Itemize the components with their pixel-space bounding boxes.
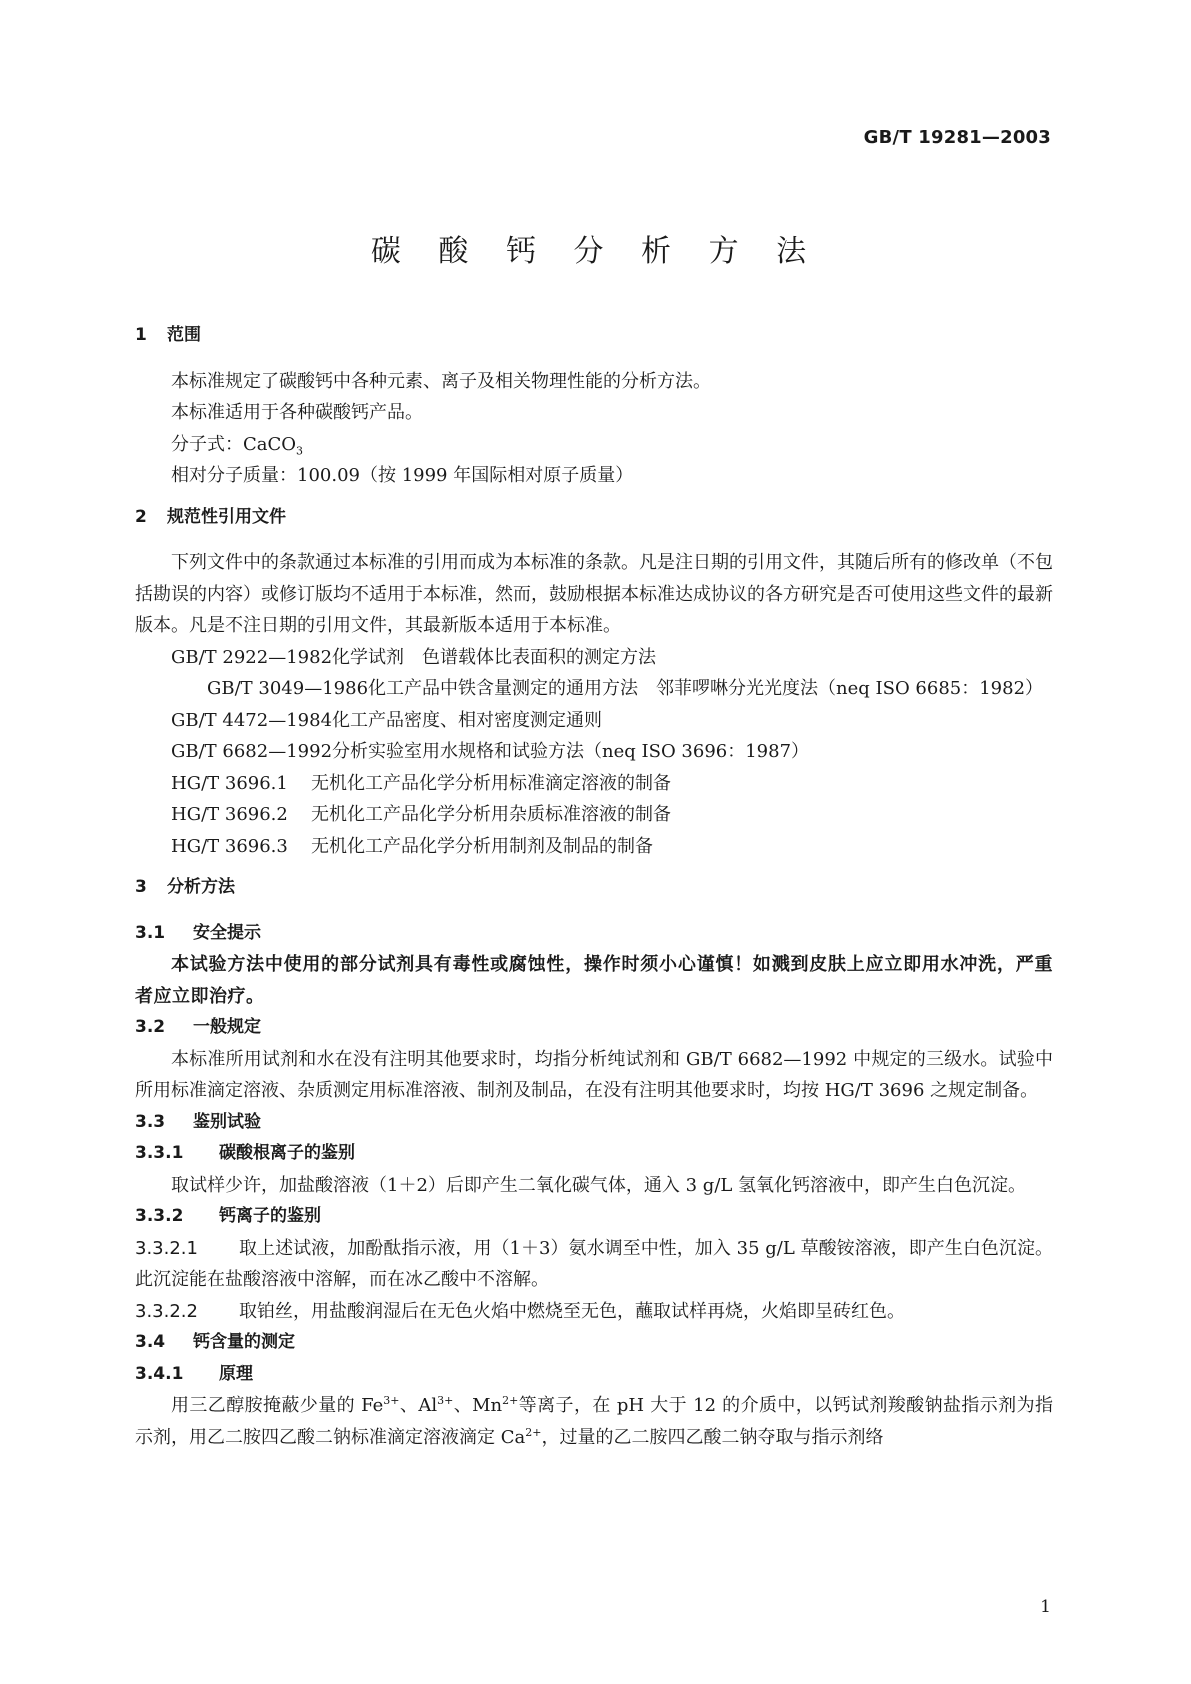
reference-code: HG/T 3696.1 (171, 772, 288, 794)
section-number: 3.3.1 (135, 1143, 184, 1163)
section-number: 3.1 (135, 922, 166, 943)
reference-title: 分析实验室用水规格和试验方法（neq ISO 3696：1987） (332, 741, 810, 762)
section-title: 碳酸根离子的鉴别 (219, 1143, 355, 1163)
document-title: 碳 酸 钙 分 析 方 法 (370, 234, 821, 269)
section-title: 安全提示 (193, 922, 261, 943)
section-number: 3 (135, 877, 147, 897)
text-run: 用三乙醇胺掩蔽少量的 Fe (171, 1395, 384, 1416)
text-run: 、Mn (453, 1395, 503, 1416)
reference-item (135, 799, 1053, 831)
section-3-2-heading (135, 1012, 1053, 1044)
reference-code: GB/T 4472—1984 (171, 709, 333, 731)
paragraph: 本标准适用于各种碳酸钙产品。 (171, 402, 423, 423)
formula-label: 分子式： (171, 433, 243, 455)
clause-number: 3.3.2.2 (135, 1300, 198, 1322)
formula-subscript: 3 (296, 444, 304, 458)
section-title: 钙离子的鉴别 (219, 1206, 321, 1226)
reference-title: 无机化工产品化学分析用制剂及制品的制备 (311, 835, 653, 857)
reference-title: 无机化工产品化学分析用标准滴定溶液的制备 (311, 772, 671, 794)
clause-text: 取铂丝，用盐酸润湿后在无色火焰中燃烧至无色，蘸取试样再烧，火焰即呈砖红色。 (239, 1300, 905, 1322)
section-3-4-heading (135, 1327, 1053, 1359)
section-number: 2 (135, 506, 147, 527)
principle-paragraph (135, 1390, 1053, 1453)
reference-item (135, 831, 1053, 863)
reference-code: GB/T 3049—1986 (207, 678, 369, 699)
section-number: 3.2 (135, 1017, 166, 1037)
reference-title: 化工产品密度、相对密度测定通则 (332, 709, 603, 731)
section-title: 原理 (219, 1363, 253, 1384)
charge-superscript: 3+ (437, 1394, 454, 1407)
charge-superscript: 2+ (525, 1425, 542, 1439)
reference-code: HG/T 3696.2 (171, 804, 288, 825)
section-number: 3.3.2 (135, 1206, 184, 1226)
section-number: 3.4 (135, 1332, 166, 1352)
section-1-heading (135, 320, 1053, 352)
paragraph: 取试样少许，加盐酸溶液（1＋2）后即产生二氧化碳气体，通入 3 g/L 氢氧化钙溶液中，即产生白色沉淀。 (171, 1174, 1027, 1196)
reference-item (135, 705, 1053, 737)
paragraph: 下列文件中的条款通过本标准的引用而成为本标准的条款。凡是注日期的引用文件，其随后所有的修改单（不包括勘误的内容）或修订版均不适用于本标准，然而，鼓励根据本标准达成协议的各方研究是否可使用这些文件的最新版本。凡是不注日期的引用文件，其最新版本适用于本标准。 (135, 552, 1053, 636)
section-3-3-heading (135, 1107, 1053, 1139)
molecular-formula (135, 429, 1053, 461)
reference-title: 化工产品中铁含量测定的通用方法 邻菲啰啉分光光度法（neq ISO 6685：1982） (368, 678, 1044, 699)
standard-number: GB/T 19281—2003 (863, 127, 1051, 148)
text-run: 、Al (399, 1395, 438, 1416)
section-title: 范围 (167, 325, 201, 345)
section-title: 规范性引用文件 (167, 506, 286, 527)
section-3-1-heading (135, 918, 1053, 950)
safety-warning: 本试验方法中使用的部分试剂具有毒性或腐蚀性，操作时须小心谨慎！如溅到皮肤上应立即用水冲洗，严重者应立即治疗。 (135, 954, 1053, 1007)
section-number: 1 (135, 325, 147, 345)
charge-superscript: 2+ (502, 1394, 519, 1407)
reference-item (135, 736, 1053, 768)
paragraph: 本标准所用试剂和水在没有注明其他要求时，均指分析纯试剂和 GB/T 6682—1992 中规定的三级水。试验中所用标准滴定溶液、杂质测定用标准溶液、制剂及制品，在没有注明其他要求时，均按 HG/T 3696 之规定制备。 (135, 1048, 1053, 1101)
section-title: 一般规定 (193, 1017, 261, 1037)
reference-title: 无机化工产品化学分析用杂质标准溶液的制备 (311, 804, 671, 825)
reference-code: GB/T 2922—1982 (171, 646, 333, 668)
section-3-4-1-heading (135, 1359, 1053, 1391)
reference-title: 化学试剂 色谱载体比表面积的测定方法 (332, 646, 657, 668)
section-title: 鉴别试验 (193, 1111, 261, 1132)
section-3-3-1-heading (135, 1138, 1053, 1170)
paragraph: 本标准规定了碳酸钙中各种元素、离子及相关物理性能的分析方法。 (171, 370, 711, 392)
section-2-heading (135, 502, 1053, 534)
section-title: 钙含量的测定 (193, 1332, 295, 1352)
clause-text: 取上述试液，加酚酞指示液，用（1＋3）氨水调至中性，加入 35 g/L 草酸铵溶液，即产生白色沉淀。此沉淀能在盐酸溶液中溶解，而在冰乙酸中不溶解。 (135, 1237, 1053, 1290)
section-title: 分析方法 (167, 877, 235, 897)
reference-item (135, 673, 1053, 705)
reference-item (135, 642, 1053, 674)
section-number: 3.3 (135, 1111, 166, 1132)
section-3-heading (135, 872, 1053, 904)
reference-code: HG/T 3696.3 (171, 835, 288, 857)
text-run: ，过量的乙二胺四乙酸二钠夺取与指示剂络 (541, 1426, 884, 1448)
page-number: 1 (1040, 1597, 1051, 1617)
section-number: 3.4.1 (135, 1363, 184, 1384)
clause-3-3-2-1 (135, 1233, 1053, 1296)
clause-3-3-2-2 (135, 1296, 1053, 1328)
molecular-mass: 相对分子质量：100.09（按 1999 年国际相对原子质量） (171, 465, 634, 486)
reference-code: GB/T 6682—1992 (171, 741, 333, 762)
text-run: 等离子，在 pH 大于 12 的介质中，以钙试剂羧酸钠盐指示剂为指示剂，用乙二胺四乙酸二钠标准滴定溶液滴定 Ca (135, 1395, 1053, 1448)
document-body (135, 320, 1053, 1453)
clause-number: 3.3.2.1 (135, 1237, 198, 1259)
section-3-3-2-heading (135, 1201, 1053, 1233)
formula-main: CaCO (243, 433, 297, 455)
charge-superscript: 3+ (383, 1394, 400, 1407)
reference-item (135, 768, 1053, 800)
